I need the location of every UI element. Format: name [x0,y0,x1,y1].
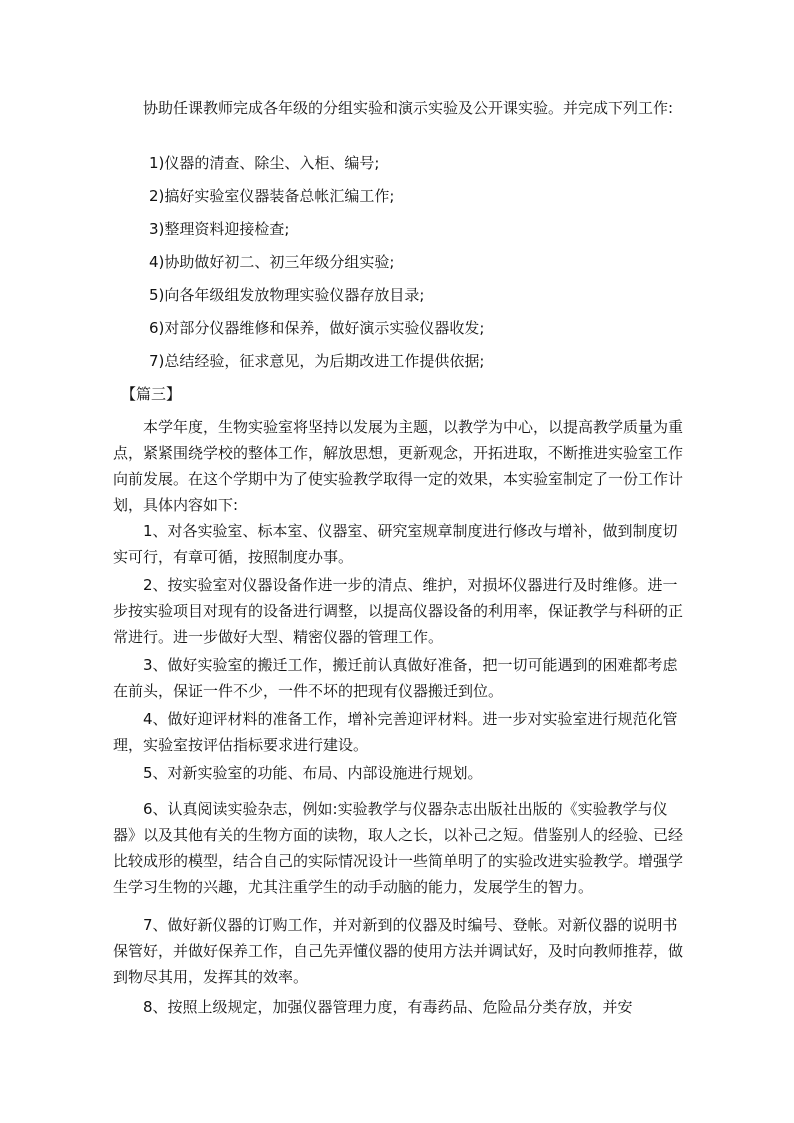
plan-item-7: 7、做好新仪器的订购工作，并对新到的仪器及时编号、登帐。对新仪器的说明书保管好，并做好保养工作，自己先弄懂仪器的使用方法并调试好，及时向教师推荐，做到物尽其用，发挥其的效率。 [113,916,684,986]
plan-item-8: 8、按照上级规定，加强仪器管理力度，有毒药品、危险品分类存放，并安 [143,998,633,1016]
task-item-2: 2)搞好实验室仪器装备总帐汇编工作; [149,187,395,205]
plan-item-4: 4、做好迎评材料的准备工作，增补完善迎评材料。进一步对实验室进行规范化管理，实验室按评估指标要求进行建设。 [113,710,678,754]
plan-item-5: 5、对新实验室的功能、布局、内部设施进行规划。 [143,764,483,782]
plan-item-2: 2、按实验室对仪器设备作进一步的清点、维护，对损坏仪器进行及时维修。进一步按实验项目对现有的设备进行调整，以提高仪器设备的利用率，保证教学与科研的正常进行。进一步做好大型、精密仪器的管理工作。 [113,576,684,646]
section-heading: 【篇三】 [121,385,182,403]
task-item-5: 5)向各年级组发放物理实验仪器存放目录; [149,286,425,304]
task-item-4: 4)协助做好初二、初三年级分组实验; [149,253,395,271]
task-item-7: 7)总结经验，征求意见，为后期改进工作提供依据; [149,352,485,370]
intro-paragraph: 协助任课教师完成各年级的分组实验和演示实验及公开课实验。并完成下列工作: [143,99,674,117]
plan-item-3: 3、做好实验室的搬迁工作，搬迁前认真做好准备，把一切可能遇到的困难都考虑在前头，保证一件不少，一件不坏的把现有仪器搬迁到位。 [113,656,678,700]
plan-item-6: 6、认真阅读实验杂志，例如:实验教学与仪器杂志出版社出版的《实验教学与仪器》以及其他有关的生物方面的读物，取人之长，以补己之短。借鉴别人的经验、已经比较成形的模型，结合自己的实际情况设计一些简单明了的实验改进实验教学。增强学生学习生物的兴趣，尤其注重学生的动手动脑的能力，发展学生的智力。 [113,800,684,896]
task-item-1: 1)仪器的清查、除尘、入柜、编号; [149,154,380,172]
task-item-6: 6)对部分仪器维修和保养，做好演示实验仪器收发; [149,319,485,337]
task-item-3: 3)整理资料迎接检查; [149,220,290,238]
section-intro-paragraph: 本学年度，生物实验室将坚持以发展为主题，以教学为中心，以提高教学质量为重点，紧紧围绕学校的整体工作，解放思想，更新观念，开拓进取，不断推进实验室工作向前发展。在这个学期中为了使实验教学取得一定的效果，本实验室制定了一份工作计划，具体内容如下: [113,418,684,514]
plan-item-1: 1、对各实验室、标本室、仪器室、研究室规章制度进行修改与增补，做到制度切实可行，有章可循，按照制度办事。 [113,522,678,566]
